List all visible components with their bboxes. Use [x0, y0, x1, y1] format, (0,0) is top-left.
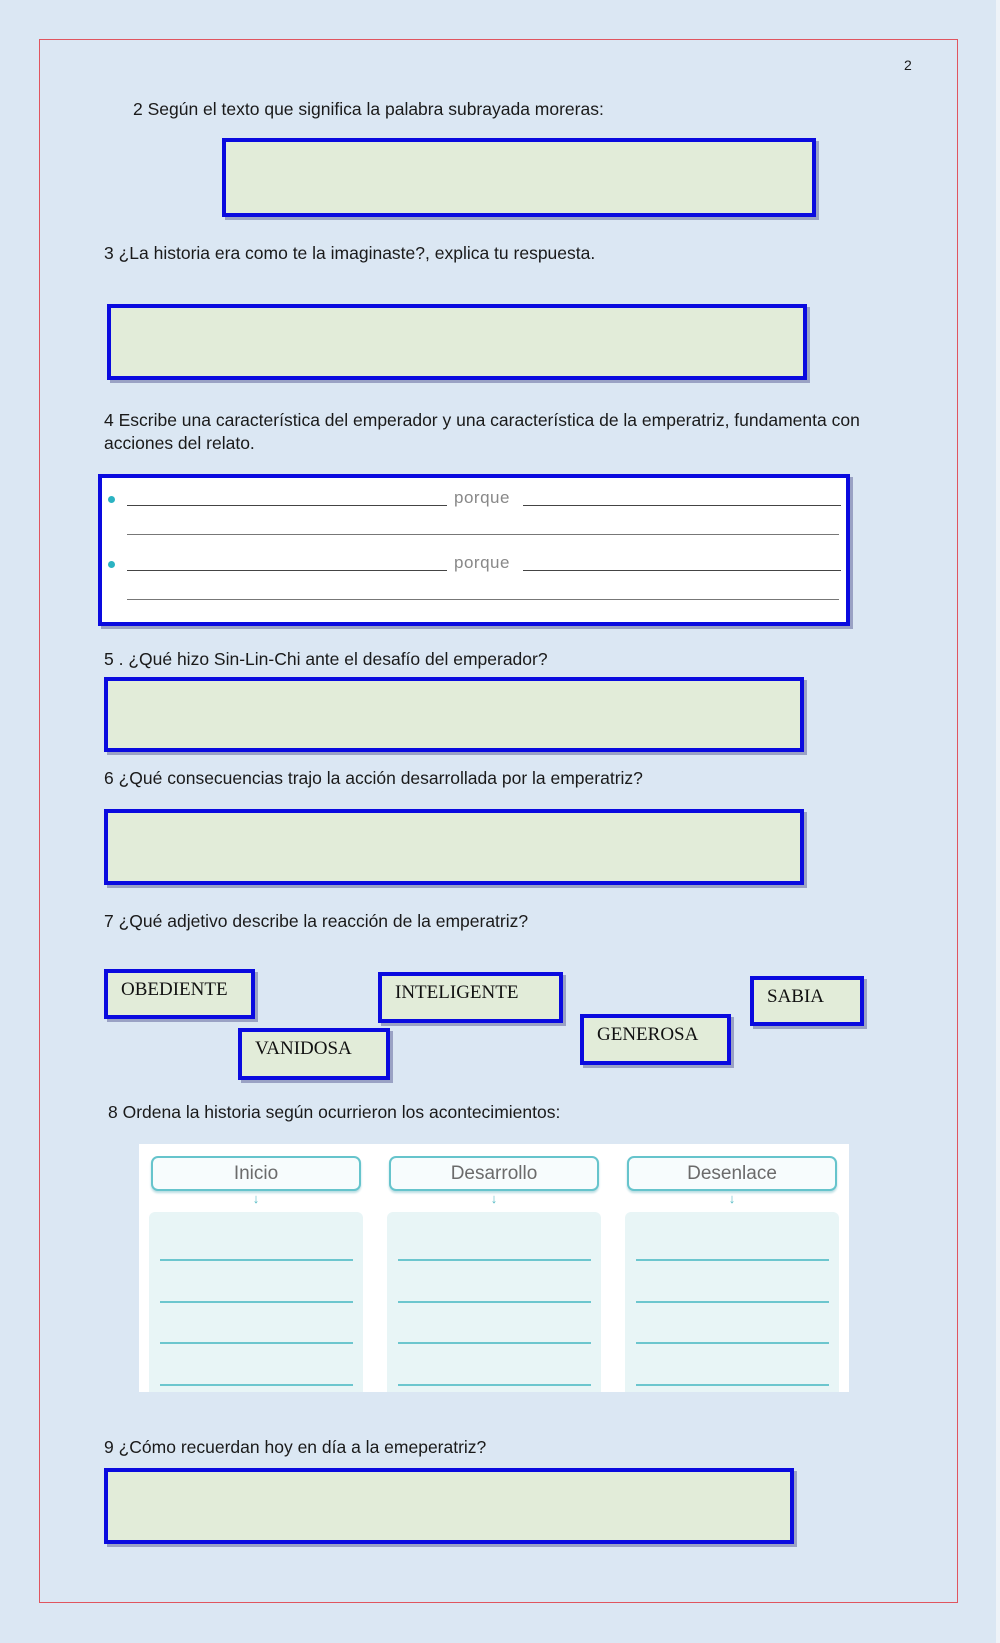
arrow-down-icon: ↓ [252, 1191, 260, 1206]
question-6: 6 ¿Qué consecuencias trajo la acción desarrollada por la emperatriz? [104, 768, 643, 788]
answer-line[interactable] [398, 1342, 591, 1344]
adjective-generosa[interactable]: GENEROSA [580, 1014, 731, 1065]
answer-line[interactable] [523, 505, 841, 506]
answer-box-5[interactable] [104, 677, 804, 752]
question-2: 2 Según el texto que significa la palabra subrayada moreras: [133, 99, 604, 119]
answer-box-3[interactable] [107, 304, 807, 380]
answer-box-9[interactable] [104, 1468, 794, 1544]
answer-line[interactable] [523, 570, 841, 571]
adjective-inteligente[interactable]: INTELIGENTE [378, 972, 563, 1023]
bullet-icon [108, 561, 115, 568]
page-edge [996, 0, 1000, 1643]
question-8: 8 Ordena la historia según ocurrieron los acontecimientos: [108, 1102, 561, 1122]
answer-line[interactable] [160, 1259, 353, 1261]
arrow-down-icon: ↓ [728, 1191, 736, 1206]
answer-line[interactable] [398, 1301, 591, 1303]
column-title-desenlace: Desenlace [627, 1156, 837, 1191]
question-7: 7 ¿Qué adjetivo describe la reacción de la emperatriz? [104, 911, 529, 931]
adjective-obediente[interactable]: OBEDIENTE [104, 969, 255, 1019]
column-body-desenlace[interactable] [625, 1212, 839, 1392]
question-9: 9 ¿Cómo recuerdan hoy en día a la emeperatriz? [104, 1437, 487, 1457]
answer-line[interactable] [398, 1259, 591, 1261]
adjective-vanidosa[interactable]: VANIDOSA [238, 1028, 390, 1080]
answer-line[interactable] [127, 599, 839, 600]
answer-line[interactable] [636, 1384, 829, 1386]
answer-panel-4[interactable] [98, 474, 850, 626]
page-number: 2 [904, 57, 912, 73]
column-title-desarrollo: Desarrollo [389, 1156, 599, 1191]
column-title-inicio: Inicio [151, 1156, 361, 1191]
answer-box-6[interactable] [104, 809, 804, 885]
answer-box-2[interactable] [222, 138, 816, 217]
answer-line[interactable] [127, 570, 447, 571]
question-4-line-2: acciones del relato. [104, 433, 255, 453]
question-3: 3 ¿La historia era como te la imaginaste?, explica tu respuesta. [104, 243, 596, 263]
answer-line[interactable] [398, 1384, 591, 1386]
adjective-sabia[interactable]: SABIA [750, 976, 864, 1026]
story-order-organizer [139, 1144, 849, 1392]
arrow-down-icon: ↓ [490, 1191, 498, 1206]
answer-line[interactable] [127, 505, 447, 506]
answer-line[interactable] [160, 1342, 353, 1344]
answer-line[interactable] [636, 1342, 829, 1344]
answer-line[interactable] [636, 1259, 829, 1261]
column-body-desarrollo[interactable] [387, 1212, 601, 1392]
answer-line[interactable] [160, 1301, 353, 1303]
answer-line[interactable] [127, 534, 839, 535]
column-body-inicio[interactable] [149, 1212, 363, 1392]
porque-label-2: porque [454, 553, 510, 572]
bullet-icon [108, 496, 115, 503]
answer-line[interactable] [636, 1301, 829, 1303]
question-5: 5 . ¿Qué hizo Sin-Lin-Chi ante el desafío del emperador? [104, 649, 548, 669]
porque-label-1: porque [454, 488, 510, 507]
answer-line[interactable] [160, 1384, 353, 1386]
question-4-line-1: 4 Escribe una característica del emperador y una característica de la emperatriz, fundamenta con [104, 410, 860, 430]
